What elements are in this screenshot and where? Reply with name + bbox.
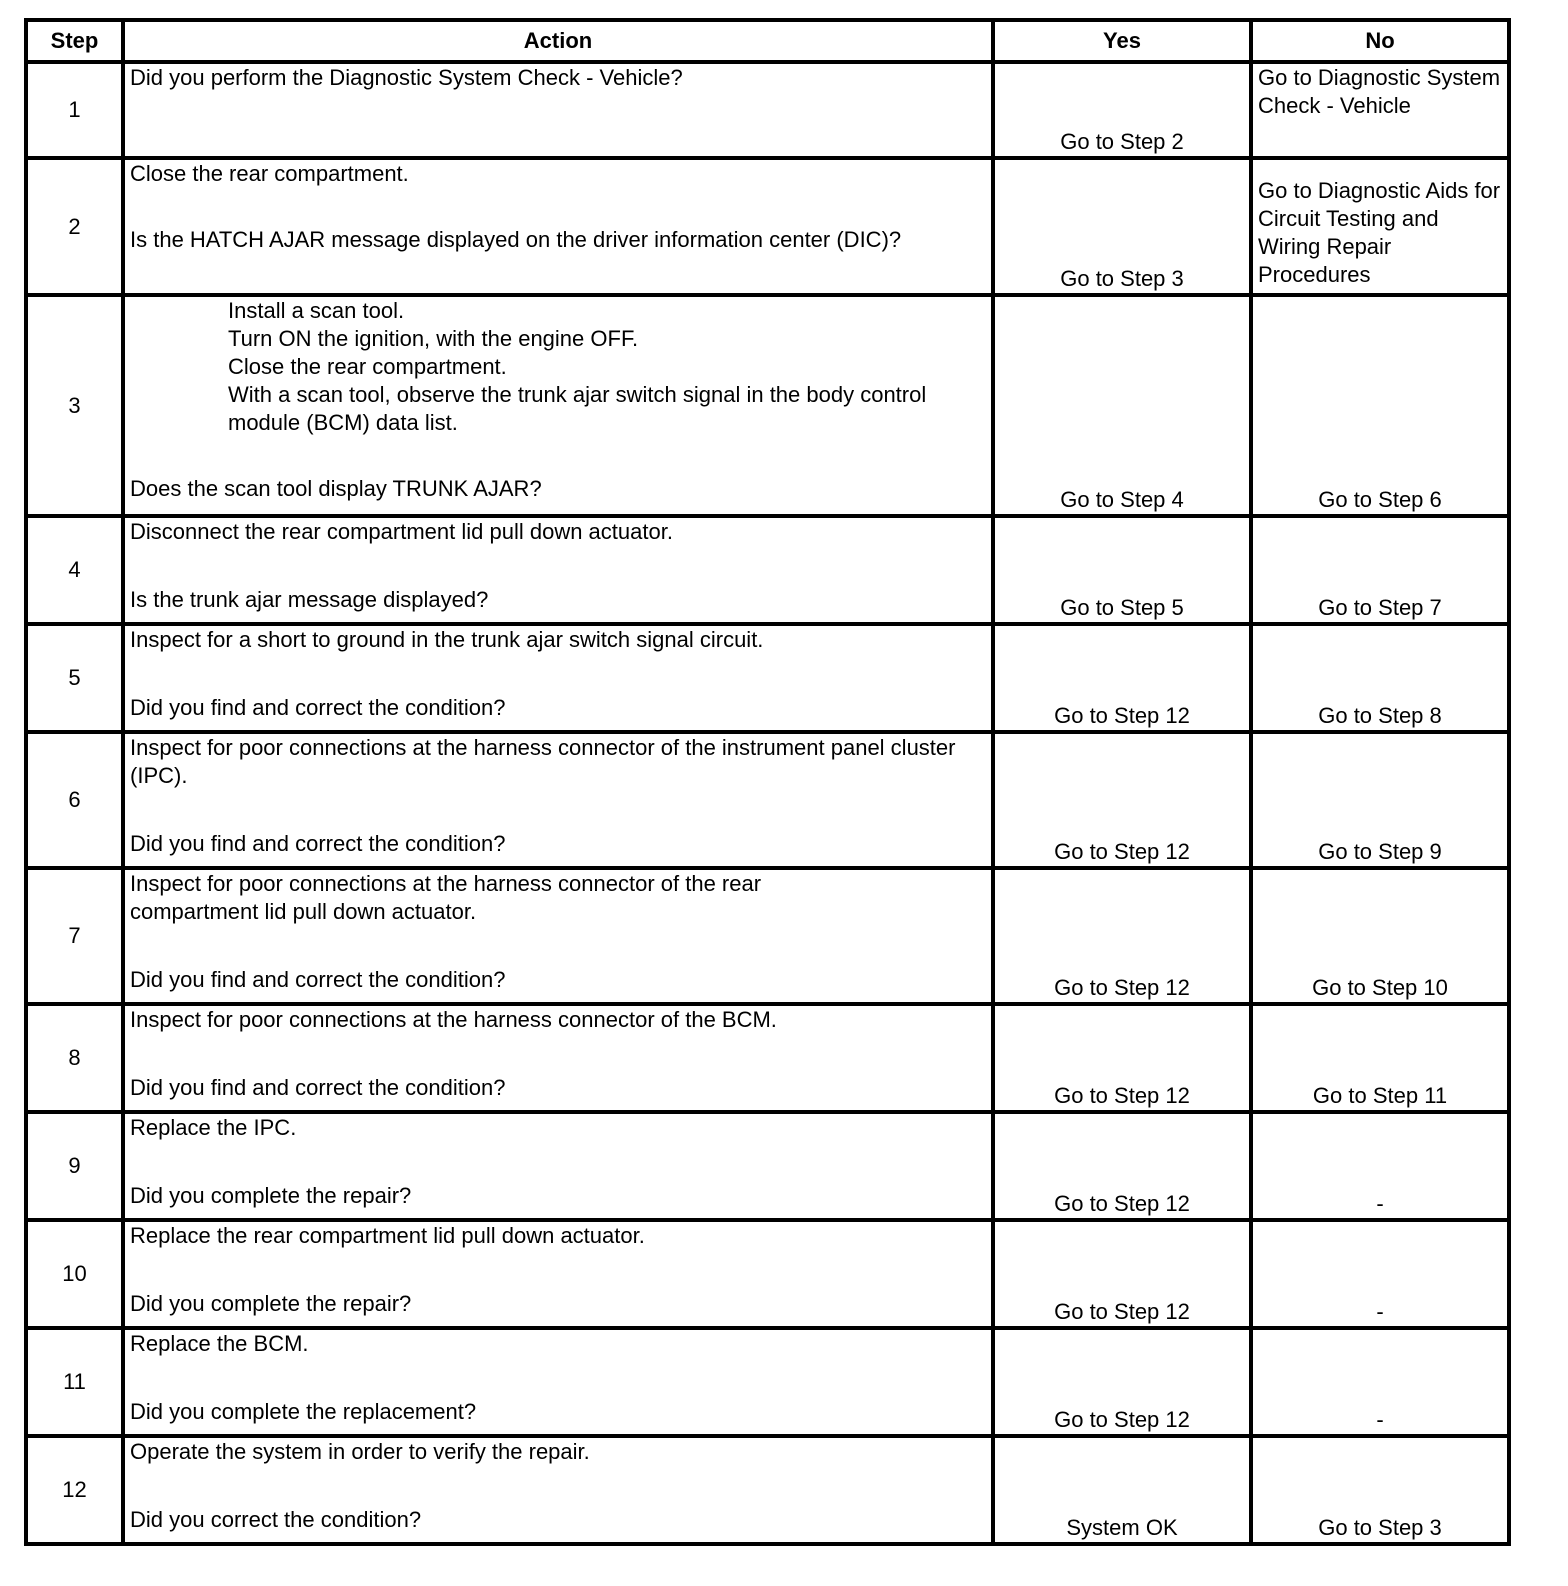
yes-cell: Go to Step 2: [993, 62, 1251, 158]
yes-cell: Go to Step 5: [993, 516, 1251, 624]
yes-cell: Go to Step 4: [993, 295, 1251, 516]
header-no: No: [1251, 20, 1509, 62]
no-cell: -: [1251, 1112, 1509, 1220]
substep-item: Close the rear compartment.: [228, 354, 507, 379]
no-cell: Go to Step 9: [1251, 732, 1509, 868]
action-cell: [123, 1436, 993, 1544]
table-row: [26, 295, 1509, 516]
action-text: Operate the system in order to verify the repair.: [130, 1439, 590, 1464]
yes-cell: Go to Step 12: [993, 1004, 1251, 1112]
no-cell: -: [1251, 1220, 1509, 1328]
substep-item: With a scan tool, observe the trunk ajar switch signal in the body control module (BCM) data list.: [228, 382, 927, 435]
yes-cell: Go to Step 12: [993, 1220, 1251, 1328]
table-header-row: [26, 20, 1509, 62]
step-number: 10: [26, 1220, 123, 1328]
question-text: Is the HATCH AJAR message displayed on the driver information center (DIC)?: [130, 227, 902, 252]
action-text: Replace the IPC.: [130, 1115, 297, 1140]
action-cell: [123, 1328, 993, 1436]
action-text: Inspect for poor connections at the harness connector of the BCM.: [130, 1007, 777, 1032]
yes-cell: Go to Step 3: [993, 158, 1251, 295]
action-cell: [123, 158, 993, 295]
action-text: Did you perform the Diagnostic System Check - Vehicle?: [130, 65, 683, 90]
step-number: 3: [26, 295, 123, 516]
action-cell: [123, 1004, 993, 1112]
question-text: Did you correct the condition?: [130, 1507, 422, 1532]
step-number: 5: [26, 624, 123, 732]
action-text: Disconnect the rear compartment lid pull down actuator.: [130, 519, 673, 544]
no-cell: Go to Diagnostic Aids for Circuit Testing and Wiring Repair Procedures: [1251, 158, 1509, 295]
action-cell: [123, 295, 993, 516]
header-yes: Yes: [993, 20, 1251, 62]
question-text: Did you complete the repair?: [130, 1183, 412, 1208]
no-cell: Go to Step 11: [1251, 1004, 1509, 1112]
table-row: [26, 624, 1509, 732]
no-cell: Go to Step 8: [1251, 624, 1509, 732]
step-number: 6: [26, 732, 123, 868]
question-text: Is the trunk ajar message displayed?: [130, 587, 489, 612]
no-cell: Go to Step 6: [1251, 295, 1509, 516]
yes-cell: Go to Step 12: [993, 624, 1251, 732]
yes-cell: Go to Step 12: [993, 868, 1251, 1004]
action-text: Replace the BCM.: [130, 1331, 309, 1356]
header-action: Action: [123, 20, 993, 62]
action-cell: [123, 624, 993, 732]
action-text: Inspect for a short to ground in the trunk ajar switch signal circuit.: [130, 627, 764, 652]
action-cell: [123, 732, 993, 868]
question-text: Did you find and correct the condition?: [130, 831, 506, 856]
yes-cell: System OK: [993, 1436, 1251, 1544]
step-number: 12: [26, 1436, 123, 1544]
question-text: Did you find and correct the condition?: [130, 967, 506, 992]
substep-item: Turn ON the ignition, with the engine OFF.: [228, 326, 639, 351]
yes-cell: Go to Step 12: [993, 732, 1251, 868]
step-number: 2: [26, 158, 123, 295]
table-row: [26, 62, 1509, 158]
action-text: Close the rear compartment.: [130, 161, 409, 186]
step-number: 9: [26, 1112, 123, 1220]
substep-list: [130, 297, 986, 437]
no-cell: Go to Step 3: [1251, 1436, 1509, 1544]
table-row: [26, 1220, 1509, 1328]
table-row: [26, 1112, 1509, 1220]
table-row: [26, 1328, 1509, 1436]
question-text: Does the scan tool display TRUNK AJAR?: [130, 476, 542, 501]
action-text: Inspect for poor connections at the harness connector of the instrument panel cluster (IPC).: [130, 735, 956, 788]
step-number: 4: [26, 516, 123, 624]
no-cell: Go to Step 10: [1251, 868, 1509, 1004]
yes-cell: Go to Step 12: [993, 1112, 1251, 1220]
question-text: Did you find and correct the condition?: [130, 1075, 506, 1100]
action-cell: [123, 1112, 993, 1220]
table-row: [26, 158, 1509, 295]
question-text: Did you complete the replacement?: [130, 1399, 477, 1424]
table-row: [26, 1436, 1509, 1544]
action-cell: [123, 62, 993, 158]
action-cell: [123, 1220, 993, 1328]
step-number: 11: [26, 1328, 123, 1436]
action-text: Replace the rear compartment lid pull down actuator.: [130, 1223, 645, 1248]
step-number: 8: [26, 1004, 123, 1112]
diagnostic-table: [24, 18, 1511, 1546]
table-row: [26, 1004, 1509, 1112]
action-text: Inspect for poor connections at the harness connector of the rear compartment lid pull down actuator.: [130, 871, 762, 924]
step-number: 1: [26, 62, 123, 158]
question-text: Did you complete the repair?: [130, 1291, 412, 1316]
header-step: Step: [26, 20, 123, 62]
yes-cell: Go to Step 12: [993, 1328, 1251, 1436]
substep-item: Install a scan tool.: [228, 298, 405, 323]
action-cell: [123, 516, 993, 624]
question-text: Did you find and correct the condition?: [130, 695, 506, 720]
no-cell: -: [1251, 1328, 1509, 1436]
table-row: [26, 868, 1509, 1004]
no-cell: Go to Step 7: [1251, 516, 1509, 624]
table-row: [26, 732, 1509, 868]
step-number: 7: [26, 868, 123, 1004]
table-row: [26, 516, 1509, 624]
no-cell: Go to Diagnostic System Check - Vehicle: [1251, 62, 1509, 158]
action-cell: [123, 868, 993, 1004]
